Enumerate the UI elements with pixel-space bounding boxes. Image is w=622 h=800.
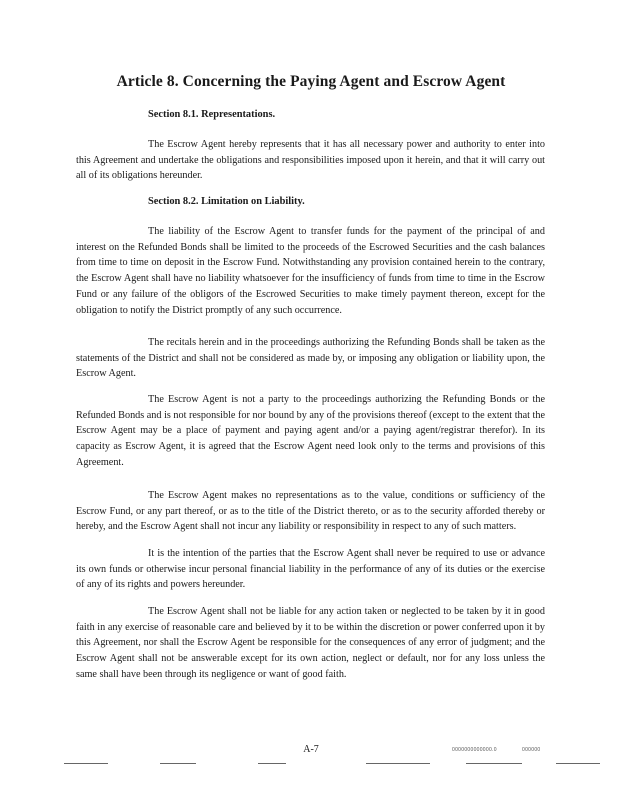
footer-rule-segment — [64, 763, 108, 764]
footer-rule-segment — [556, 763, 600, 764]
liability-paragraph-4: The Escrow Agent makes no representations as to the value, conditions or sufficiency of the Escrow Fund, or any part thereof, or as to the title of the District thereto, or as to the security afforded thereby or hereby, and the Escrow Agent shall not incur any liability or responsibility in respect to any of such matters. — [76, 490, 545, 533]
liability-paragraph-5: It is the intention of the parties that the Escrow Agent shall never be required to use or advance its own funds or otherwise incur personal financial liability in the performance of any of its duties or the exercise of any of its rights and powers hereunder. — [76, 548, 545, 591]
liability-paragraph-1: The liability of the Escrow Agent to transfer funds for the payment of the principal of and interest on the Refunded Bonds shall be limited to the proceeds of the Escrowed Securities and the cash balances from time to time on deposit in the Escrow Fund. Notwithstanding any provision contained herein to the contrary, the Escrow Agent shall have no liability whatsoever for the insufficiency of funds from time to time in the Escrow Fund or any failure of the obligors of the Escrowed Securities to make timely payment thereon, except for the obligation to notify the District promptly of any such occurrence. — [76, 226, 545, 316]
liability-paragraph-2: The recitals herein and in the proceedings authorizing the Refunding Bonds shall be taken as the statements of the District and shall not be considered as made by, or imposing any obligation or liability upon, the Escrow Agent. — [76, 337, 545, 380]
footer-rule-segment — [366, 763, 430, 764]
section-8-2-heading: Section 8.2. Limitation on Liability. — [148, 196, 305, 207]
article-title: Article 8. Concerning the Paying Agent and Escrow Agent — [116, 73, 506, 90]
liability-paragraph-6: The Escrow Agent shall not be liable for any action taken or neglected to be taken by it in good faith in any exercise of reasonable care and believed by it to be within the discretion or power conferred upon it by this Agreement, nor shall the Escrow Agent be responsible for the consequences of any error of judgment; and the Escrow Agent shall not be answerable except for its own action, neglect or default, nor for any loss unless the same shall have been through its negligence or want of good faith. — [76, 606, 545, 680]
footer-document-date: 000000 — [522, 747, 541, 753]
footer-rule-segment — [258, 763, 286, 764]
section-8-1-heading: Section 8.1. Representations. — [148, 109, 276, 120]
page-number: A-7 — [303, 744, 319, 755]
section-8-1-paragraph: The Escrow Agent hereby represents that it has all necessary power and authority to enter into this Agreement and undertake the obligations and responsibilities imposed upon it herein, and that it will carry out all of its obligations hereunder. — [76, 139, 545, 182]
footer-rule-segment — [160, 763, 196, 764]
footer-document-code: 0000000000000.0 — [452, 747, 497, 753]
liability-paragraph-3: The Escrow Agent is not a party to the proceedings authorizing the Refunding Bonds or the Refunded Bonds and is not responsible for nor bound by any of the provisions thereof (except to the extent that the Escrow Agent may be a place of payment and paying agent and/or a paying agent/registrar therefor). In its capacity as Escrow Agent, it is agreed that the Escrow Agent need look only to the terms and provisions of this Agreement. — [76, 394, 545, 468]
footer-rule-segment — [466, 763, 522, 764]
